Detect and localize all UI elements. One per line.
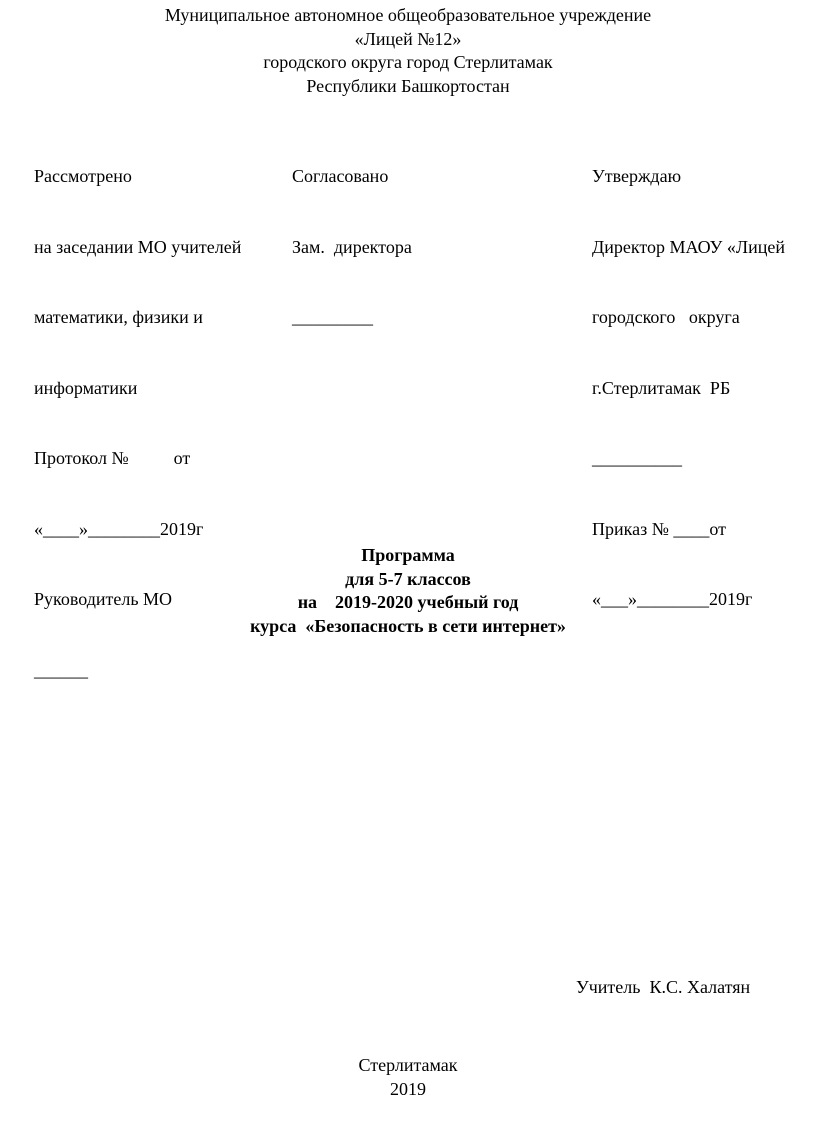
program-title <box>0 544 816 638</box>
approved-line: Директор МАОУ «Лицей <box>592 236 785 257</box>
footer-city: Стерлитамак <box>358 1055 458 1075</box>
reviewed-line: на заседании МО учителей <box>34 236 242 257</box>
footer-year: 2019 <box>390 1078 426 1099</box>
agreed-block <box>292 118 412 353</box>
program-line: курса «Безопасность в сети интернет» <box>250 615 566 636</box>
institution-line: Муниципальное автономное общеобразовательное учреждение <box>164 5 652 25</box>
approved-line: Утверждаю <box>592 166 682 186</box>
program-line: для 5-7 классов <box>345 568 471 589</box>
approved-line: г.Стерлитамак РБ <box>592 377 731 398</box>
institution-header <box>0 4 816 98</box>
reviewed-line: математики, физики и <box>34 307 203 327</box>
reviewed-line: Рассмотрено <box>34 166 132 186</box>
approved-line: Приказ № ____от <box>592 518 727 539</box>
reviewed-line: «____»________2019г <box>34 518 204 539</box>
institution-line: Республики Башкортостан <box>306 75 510 96</box>
program-line: Программа <box>361 545 455 565</box>
approved-line: «___»________2019г <box>592 589 753 609</box>
agreed-line: Зам. директора <box>292 236 412 257</box>
reviewed-line: Протокол № от <box>34 448 191 468</box>
approved-line: городского округа <box>592 307 740 327</box>
reviewed-line: ______ <box>34 659 88 680</box>
agreed-line: _________ <box>292 307 373 327</box>
institution-line: «Лицей №12» <box>354 28 462 49</box>
institution-line: городского округа город Стерлитамак <box>263 52 553 72</box>
teacher-name: Учитель К.С. Халатян <box>576 977 751 997</box>
footer <box>0 1054 816 1101</box>
agreed-line: Согласовано <box>292 166 389 186</box>
program-line: на 2019-2020 учебный год <box>297 592 519 612</box>
reviewed-line: Руководитель МО <box>34 589 173 609</box>
reviewed-line: информатики <box>34 377 138 398</box>
approved-line: __________ <box>592 448 682 468</box>
